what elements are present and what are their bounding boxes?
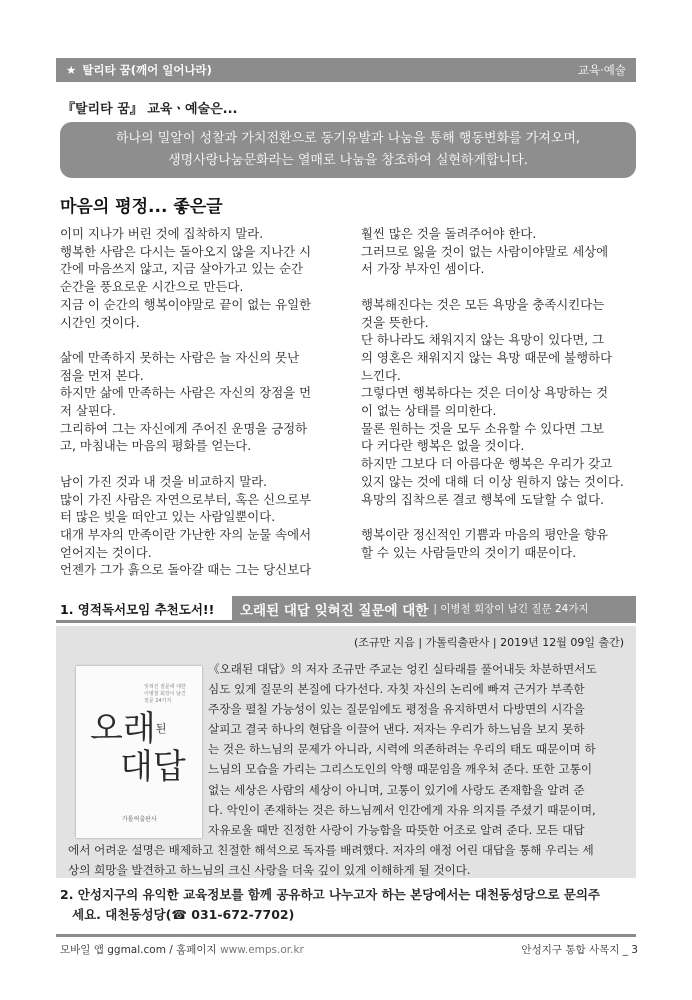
- book-title-bar: [232, 596, 636, 622]
- article-paragraph: [60, 349, 336, 455]
- book-description-line: 주장을 펼칠 가능성이 있는 질문임에도 평정을 유지하면서 다방면의 시각을: [208, 702, 585, 717]
- article-paragraph: [361, 225, 636, 278]
- recommendation-label: 1. 영적독서모임 추천도서!!: [60, 601, 215, 617]
- article-paragraph: [60, 225, 336, 331]
- category-label: 교육·예술: [577, 63, 626, 77]
- book-description-line: 느님의 모습을 가리는 그리스도인의 악행 때문임을 깨우쳐 준다. 또한 고통이: [208, 762, 593, 777]
- article-line: 그리하여 그는 자신에게 주어진 운명을 긍정하: [60, 420, 308, 436]
- book-subtitle: | 이병철 회장이 남긴 질문 24가지: [433, 603, 589, 615]
- article-line: 의 영혼은 채워지지 않는 욕망 때문에 불행하다: [361, 349, 613, 365]
- contact-line: 세요. 대천동성당(☎ 031-672-7702): [72, 907, 295, 922]
- intro-line: 하나의 밀알이 성찰과 가치전환으로 동기유발과 나눔을 통해 행동변화를 가져오며,: [115, 131, 581, 146]
- page-footer: [60, 942, 638, 957]
- article-line: 지금 이 순간의 행복이야말로 끝이 없는 유일한: [60, 296, 312, 312]
- article-line: 많이 가진 사람은 자연으로부터, 혹은 신으로부: [60, 491, 312, 507]
- section-title: 탈리타 꿈(깨어 일어나라): [82, 63, 212, 77]
- intro-box: [60, 122, 636, 178]
- book-description: [68, 659, 628, 880]
- intro-line: 생명사랑나눔문화라는 열매로 나눔을 창조하여 실현하게합니다.: [168, 153, 528, 168]
- article-line: 것을 뜻한다.: [361, 314, 429, 330]
- book-description-line: 《오래된 대답》의 저자 조규만 주교는 엉킨 실타래를 풀어내듯 차분하면서도: [208, 662, 597, 676]
- book-cover-title-top: 오래: [90, 709, 156, 749]
- article-line: 대개 부자의 만족이란 가난한 자의 눈물 속에서: [60, 526, 312, 542]
- book-description-line: 에서 어려운 설명은 배제하고 친절한 해석으로 독자를 배려했다. 저자의 애정 어린 대답을 통해 우리는 세: [68, 842, 594, 857]
- article-title: 마음의 평정... 좋은글: [60, 197, 223, 217]
- book-description-line: 살피고 결국 하나의 현답을 이끌어 낸다. 저자는 우리가 하느님을 보지 못하: [208, 722, 585, 737]
- article-line: 이미 지나가 버린 것에 집착하지 말라.: [60, 226, 264, 241]
- article-line: 느낀다.: [361, 367, 401, 383]
- book-description-line: 심도 있게 질문의 본질에 다가선다. 자칫 자신의 논리에 빠져 근거가 부족한: [208, 682, 585, 697]
- section-header-bar: [56, 58, 636, 82]
- footer-app-label: 모바일 앱 ggmal.com / 홈페이지: [60, 944, 217, 956]
- book-description-line: 상의 희망을 발견하고 하느님의 크신 사랑을 더욱 깊이 있게 이해하게 될 것이다.: [68, 862, 471, 877]
- star-icon: ★: [66, 63, 77, 77]
- book-description-line: 다. 악인이 존재하는 것은 하느님께서 인간에게 자유 의지를 주셨기 때문이며,: [208, 802, 596, 817]
- footer-left: [60, 942, 304, 957]
- article-line: 순간을 풍요로운 시간으로 만든다.: [60, 279, 244, 295]
- article-line: 행복해진다는 것은 모든 욕망을 충족시킨다는: [361, 296, 605, 312]
- article-line: 그렇다면 행복하다는 것은 더이상 욕망하는 것: [361, 385, 609, 401]
- article-line: 삶에 만족하지 못하는 사람은 늘 자신의 못난: [60, 349, 300, 365]
- article-line: 이 없는 상태를 의미한다.: [361, 403, 497, 419]
- article-line: 있지 않는 것에 대해 더 이상 원하지 않는 것이다.: [361, 473, 624, 489]
- article-line: 할 수 있는 사람들만의 것이기 때문이다.: [361, 544, 577, 560]
- intro-title: 『탈리타 꿈』 교육ㆍ예술은...: [62, 102, 238, 117]
- article-line: 훨씬 많은 것을 돌려주어야 한다.: [361, 226, 537, 241]
- contact-notice: [60, 885, 638, 925]
- section-title-group: [66, 62, 212, 78]
- article-line: 저 살핀다.: [60, 403, 116, 419]
- article-line: 남이 가진 것과 내 것을 비교하지 말라.: [60, 473, 268, 489]
- article-line: 간에 마음쓰지 않고, 지금 살아가고 있는 순간: [60, 261, 304, 277]
- article-line: 행복한 사람은 다시는 돌아오지 않을 지나간 시: [60, 243, 312, 259]
- article-line: 다 커다란 행복은 없을 것이다.: [361, 438, 525, 454]
- article-line: 점을 먼저 본다.: [60, 367, 144, 383]
- book-cover-title-bottom: 대답: [120, 747, 186, 787]
- article-paragraph: [361, 296, 636, 508]
- book-cover-subtitle: 잊혀진 질문에 대한 이병철 회장이 남긴 질문 24가지: [144, 684, 186, 704]
- book-description-line: 자유로울 때만 진정한 사랑이 가능함을 따뜻한 어조로 알려 준다. 모든 대답: [208, 822, 585, 837]
- article-line: 시간인 것이다.: [60, 314, 140, 330]
- recommendation-box: [56, 626, 636, 878]
- footer-page-info: 안성지구 통합 사목지 _ 3: [521, 944, 638, 956]
- article-line: 그러므로 잃을 것이 없는 사람이야말로 세상에: [361, 243, 609, 259]
- article-line: 욕망의 집착으론 결코 행복에 도달할 수 없다.: [361, 491, 605, 507]
- homepage-link[interactable]: www.emps.or.kr: [220, 944, 304, 956]
- article-line: 언젠가 그가 흙으로 돌아갈 때는 그는 당신보다: [60, 562, 312, 578]
- article-paragraph: [60, 473, 336, 579]
- article-line: 물론 원하는 것을 모두 소유할 수 있다면 그보: [361, 420, 605, 436]
- book-description-line: 없는 세상은 사람의 세상이 아니며, 고통이 있기에 사랑도 존재함을 알려 준: [208, 782, 585, 797]
- article-line: 서 가장 부자인 셈이다.: [361, 261, 485, 277]
- article-line: 고, 마침내는 마음의 평화를 얻는다.: [60, 438, 252, 454]
- article-line: 행복이란 정신적인 기쁨과 마음의 평안을 향유: [361, 526, 609, 542]
- article-line: 터 많은 빚을 떠안고 있는 사람일뿐이다.: [60, 509, 276, 525]
- publication-info: (조규만 지음 | 가톨릭출판사 | 2019년 12월 09일 출간): [354, 636, 624, 649]
- recommendation-header: [56, 597, 636, 623]
- article-left-column: [60, 225, 336, 597]
- book-title: 오래된 대답 잊혀진 질문에 대한: [240, 602, 429, 619]
- article-paragraph: [361, 526, 636, 561]
- article-line: 하지만 삶에 만족하는 사람은 자신의 장점을 먼: [60, 385, 312, 401]
- article-line: 단 하나라도 채워지지 않는 욕망이 있다면, 그: [361, 332, 605, 348]
- article-line: 얻어지는 것이다.: [60, 544, 152, 560]
- article-right-column: [361, 225, 636, 579]
- footer-divider: [56, 934, 636, 937]
- contact-line: 2. 안성지구의 유익한 교육정보를 함께 공유하고 나누고자 하는 본당에서는 대천동성당으로 문의주: [60, 887, 600, 902]
- article-line: 하지만 그보다 더 아름다운 행복은 우리가 갖고: [361, 456, 613, 472]
- book-cover-publisher: 가톨릭출판사: [122, 816, 157, 823]
- book-cover-title-small: 된: [155, 722, 167, 735]
- book-description-line: 는 것은 하느님의 문제가 아니라, 시력에 의존하려는 우리의 태도 때문이며 하: [208, 742, 596, 757]
